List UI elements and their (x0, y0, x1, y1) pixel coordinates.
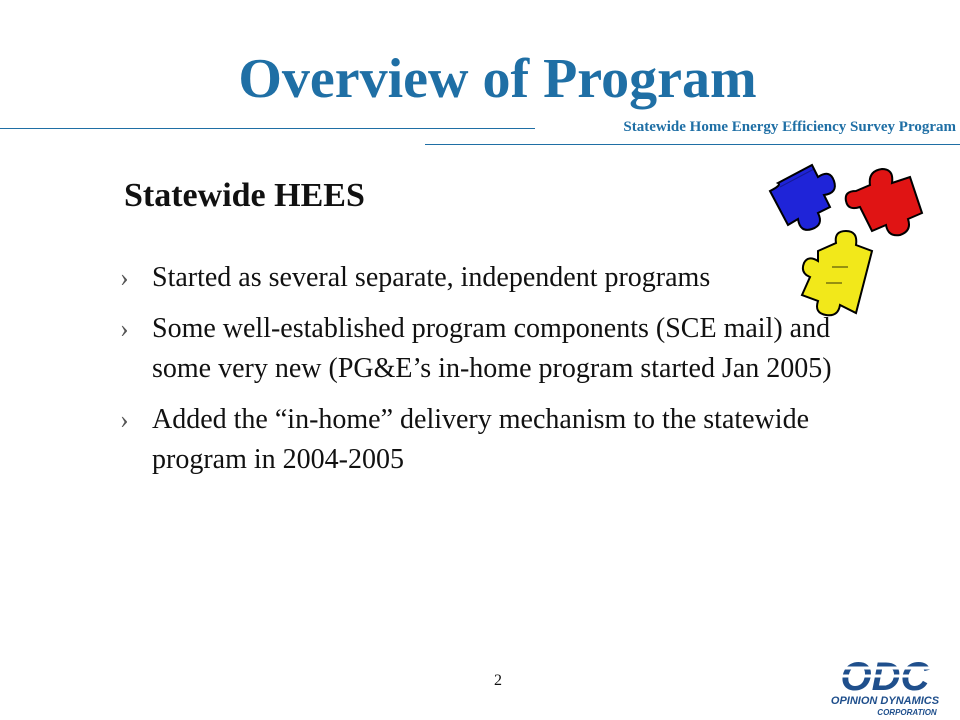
bullet-marker-icon: › (120, 405, 129, 434)
bullet-text: Added the “in-home” delivery mechanism to the statewide program in 2004-2005 (152, 404, 810, 475)
header-rule-bottom (425, 144, 960, 145)
odc-logo-icon (815, 650, 955, 718)
logo-company-text: OPINION DYNAMICS (830, 695, 940, 707)
logo-main-text: ODC (840, 655, 930, 699)
puzzle-pieces-illustration (760, 155, 940, 325)
page-number: 2 (494, 672, 502, 689)
logo-corporation-text: CORPORATION (877, 708, 937, 717)
bullet-text: Started as several separate, independent programs (152, 262, 711, 293)
header-rule-top (0, 128, 535, 129)
blue-puzzle-piece-icon (770, 165, 835, 230)
yellow-puzzle-piece-icon (802, 231, 872, 315)
bullet-marker-icon: › (120, 263, 129, 292)
slide-title: Overview of Program (238, 48, 757, 110)
bullet-marker-icon: › (120, 314, 129, 343)
red-puzzle-piece-icon (846, 169, 922, 235)
bullet-item (120, 400, 890, 480)
program-name: Statewide Home Energy Efficiency Survey Program (617, 117, 956, 137)
section-heading: Statewide HEES (124, 177, 365, 214)
bullet-text: Some well-established program components (SCE mail) and some very new (PG&E’s in-home program started Jan 2005) (152, 313, 832, 384)
